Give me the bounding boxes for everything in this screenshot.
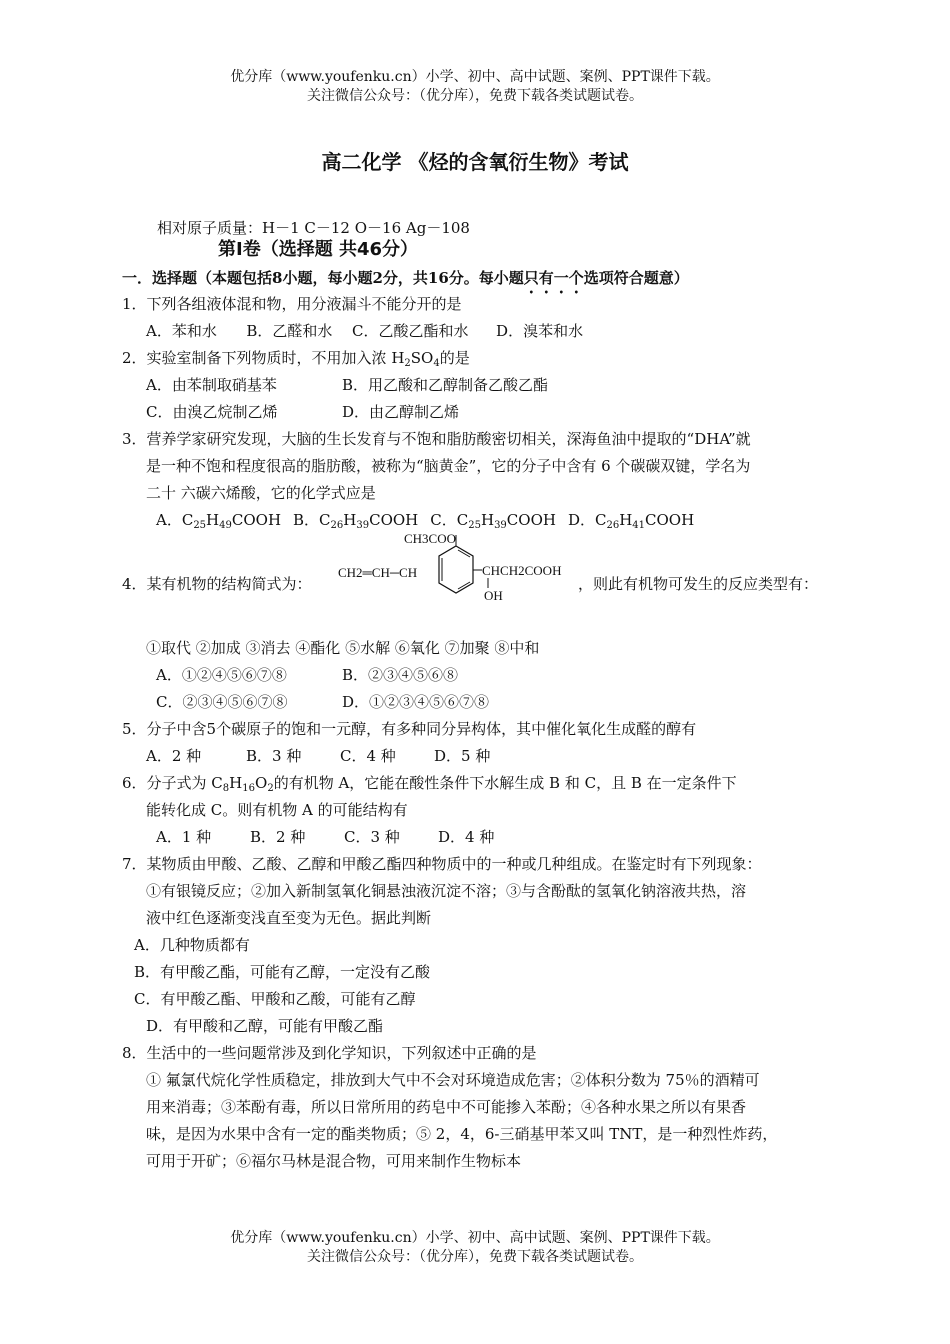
q1-option-a: A．苯和水 (146, 322, 217, 340)
q7-option-d: D．有甲酸和乙醇，可能有甲酸乙酯 (146, 1017, 384, 1035)
header-line-1: 优分库（www.youfenku.cn）小学、初中、高中试题、案例、PPT课件下载。 (230, 69, 720, 85)
q5-option-b: B．3 种 (246, 747, 302, 765)
q6-stem: 6．分子式为 $C_8H_{16}O_2$的有机物 A，它能在酸性条件下水解生成 B 和 C，且 B 在一定条件下 (122, 774, 737, 794)
q6-option-d: D．4 种 (438, 828, 495, 846)
q3-option-c: C．$C_{25}H_{39}COOH$ (430, 511, 556, 531)
q1-option-b: B．乙醛和水 (246, 322, 333, 340)
q6-option-c: C．3 种 (344, 828, 400, 846)
q3-option-d: D．$C_{26}H_{41}COOH$ (567, 511, 695, 531)
q6-line-2: 能转化成 C。则有机物 A 的可能结构有 (146, 801, 408, 819)
q2-option-b: B．用乙酸和乙醇制备乙酸乙酯 (342, 376, 549, 394)
section-suffix: 选项符合题意） (583, 269, 689, 287)
struct-left-group: CH2═CH─CH (338, 565, 418, 580)
q6-option-b: B．2 种 (250, 828, 306, 846)
q8-line-3: 味，是因为水果中含有一定的酯类物质；⑤ 2，4，6-三硝基甲苯又叫 TNT，是一种烈性炸药， (146, 1125, 778, 1143)
q7-option-a: A．几种物质都有 (134, 936, 250, 954)
q7-line-2: ①有银镜反应；②加入新制氢氧化铜悬浊液沉淀不溶；③与含酚酞的氢氧化钠溶液共热，溶 (146, 882, 747, 900)
atomic-mass-line: 相对原子质量：H－1 C－12 O－16 Ag－108 (157, 219, 470, 237)
struct-bottom-group: OH (484, 588, 503, 603)
q6-option-a: A．1 种 (156, 828, 212, 846)
q2-option-c: C．由溴乙烷制乙烯 (146, 403, 278, 421)
q4-option-b: B．②③④⑤⑥⑧ (342, 666, 459, 684)
q2-stem-c: 的是 (439, 349, 470, 367)
q5-option-a: A．2 种 (146, 747, 202, 765)
footer-line-1: 优分库（www.youfenku.cn）小学、初中、高中试题、案例、PPT课件下载。 (230, 1230, 720, 1246)
q1-option-d: D．溴苯和水 (496, 322, 584, 340)
benzene-ring (439, 546, 473, 593)
q2-sub-1: 2 (404, 358, 411, 369)
q1-stem: 1．下列各组液体混和物，用分液漏斗不能分开的是 (122, 295, 462, 313)
header-line-2: 关注微信公众号：（优分库），免费下载各类试题试卷。 (307, 88, 643, 104)
struct-top-group: CH3COO (404, 531, 457, 546)
q7-line-1: 7．某物质由甲酸、乙酸、乙醇和甲酸乙酯四种物质中的一种或几种组成。在鉴定时有下列现象： (122, 855, 762, 873)
q3-line-3: 二十 六碳六烯酸，它的化学式应是 (146, 484, 376, 502)
q8-line-2: 用来消毒；③苯酚有毒，所以日常所用的药皂中不可能掺入苯酚；④各种水果之所以有果香 (146, 1098, 747, 1116)
q4-option-a: A．①②④⑤⑥⑦⑧ (156, 666, 287, 684)
part-title: 第Ⅰ卷（选择题 共46分） (218, 239, 419, 260)
q7-line-3: 液中红色逐渐变浅直至变为无色。据此判断 (146, 909, 432, 927)
exam-title: 高二化学 《烃的含氧衍生物》考试 (321, 150, 629, 174)
q8-stem: 8．生活中的一些问题常涉及到化学知识，下列叙述中正确的是 (122, 1044, 537, 1062)
q2-option-d: D．由乙醇制乙烯 (342, 403, 460, 421)
q2-stem-a: 2．实验室制备下列物质时，不用加入浓 H (122, 349, 405, 367)
q3-line-1: 3．营养学家研究发现，大脑的生长发育与不饱和脂肪酸密切相关，深海鱼油中提取的“DHA”就 (122, 430, 751, 448)
q3-line-2: 是一种不饱和程度很高的脂肪酸，被称为“脑黄金”，它的分子中含有 6 个碳碳双键，学名为 (146, 457, 751, 475)
footer-line-2: 关注微信公众号：（优分库），免费下载各类试题试卷。 (307, 1249, 643, 1265)
q5-option-c: C．4 种 (340, 747, 396, 765)
q8-line-1: ① 氟氯代烷化学性质稳定，排放到大气中不会对环境造成危害；②体积分数为 75％的酒精可 (146, 1071, 760, 1089)
q7-option-b: B．有甲酸乙酯，可能有乙醇，一定没有乙酸 (134, 963, 431, 981)
q3-option-a: A．$C_{25}H_{49}COOH$ (156, 511, 282, 531)
section-prefix: 一．选择题（本题包括8小题，每小题2分，共16分。每小题 (122, 269, 524, 287)
section-instruction (122, 268, 689, 297)
q2-stem (122, 348, 470, 368)
q4-stem-a: 4．某有机物的结构简式为： (122, 575, 312, 593)
q4-option-d: D．①②③④⑤⑥⑦⑧ (342, 693, 490, 711)
struct-right-group: CHCH2COOH (482, 563, 562, 578)
section-emphasis: 只有一个 (523, 269, 584, 287)
q4-structure-diagram (334, 530, 579, 608)
q8-line-4: 可用于开矿；⑥福尔马林是混合物，可用来制作生物标本 (146, 1152, 522, 1170)
q5-option-d: D．5 种 (434, 747, 491, 765)
q1-options (146, 321, 583, 341)
q2-sub-2: 4 (433, 358, 440, 369)
q4-option-c: C．②③④⑤⑥⑦⑧ (156, 693, 288, 711)
q5-stem: 5．分子中含5个碳原子的饱和一元醇，有多种同分异构体，其中催化氧化生成醛的醇有 (122, 720, 697, 738)
q4-stem-b: ，则此有机物可发生的反应类型有： (578, 575, 819, 593)
q3-option-b: B．$C_{26}H_{39}COOH$ (293, 511, 419, 531)
q4-reactions: ①取代 ②加成 ③消去 ④酯化 ⑤水解 ⑥氧化 ⑦加聚 ⑧中和 (146, 639, 540, 657)
q7-option-c: C．有甲酸乙酯、甲酸和乙酸，可能有乙醇 (134, 990, 416, 1008)
q2-stem-b: SO (410, 349, 434, 367)
q2-option-a: A．由苯制取硝基苯 (146, 376, 277, 394)
q3-options (156, 510, 694, 530)
q1-option-c: C．乙酸乙酯和水 (352, 322, 469, 340)
